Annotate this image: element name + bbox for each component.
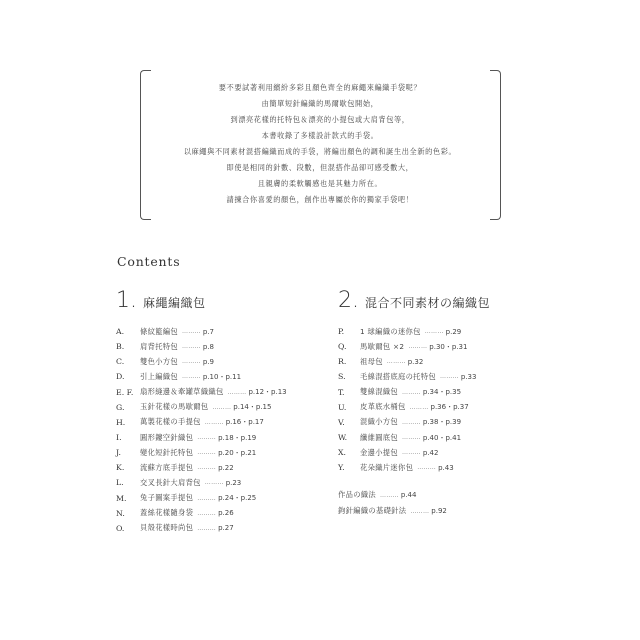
toc-entry-code: R. [338,357,347,367]
toc-entry-code: X. [338,448,347,458]
toc-leader-dots: ……… [439,373,459,381]
toc-entry-code: M. [116,493,127,503]
toc-leader-dots: ……… [212,403,232,411]
toc-entry-title: 變化短針托特包 [140,447,194,457]
intro-line: 以麻繩與不同素材混搭編織而成的手袋，將編出顏色的調和誕生出全新的色彩。 [183,147,457,156]
toc-page-number: p.42 [422,448,439,457]
section-title: 混合不同素材の編織包 [365,296,491,310]
toc-entry[interactable] [116,354,287,369]
extra-toc-list [338,487,447,519]
section-title: 麻繩編織包 [143,296,206,310]
toc-leader-dots: ……… [181,373,201,381]
toc-entry[interactable] [338,415,476,430]
toc-page-number: p.18・p.19 [218,433,257,442]
toc-leader-dots: ……… [401,388,421,396]
toc-entry-code: S. [338,372,346,382]
toc-entry-code: D. [116,372,125,382]
toc-page-number: p.44 [400,491,417,499]
toc-page-number: p.38・p.39 [422,418,462,427]
toc-entry-code: T. [338,387,345,397]
toc-leader-dots: ……… [409,403,429,411]
toc-entry-code: U. [338,402,347,412]
toc-entry-title: 1 球編織の迷你包 [360,326,421,336]
toc-page-number: p.8 [202,342,215,351]
toc-entry-title: 萬製花樣の手提包 [140,417,201,427]
toc-leader-dots: ……… [181,328,201,336]
toc-entry[interactable] [116,521,287,536]
toc-entry-title: 花朵織片迷你包 [360,462,414,472]
toc-entry[interactable] [338,369,476,384]
toc-entry-code: C. [116,357,125,367]
toc-page-number: p.27 [218,524,234,533]
toc-entry[interactable] [116,400,287,415]
section-1 [116,288,287,533]
toc-entry-title: 毛線混搭底庭の托特包 [360,371,436,381]
toc-entry-code: A. [116,327,125,337]
right-bracket-decoration [490,70,501,220]
toc-entry-code: Y. [338,463,345,473]
toc-entry[interactable] [338,385,476,400]
toc-entry[interactable] [116,460,287,475]
toc-leader-dots: ……… [227,388,247,396]
toc-leader-dots: ……… [181,343,201,351]
toc-entry[interactable] [338,324,476,339]
toc-entry-title: 蓋絲花樣隨身袋 [140,508,194,518]
toc-entry-title: 扇形縫邊＆牽罐草織織包 [140,387,224,397]
toc-leader-dots: ……… [401,449,421,457]
toc-page-number: p.16・p.17 [225,418,264,427]
toc-entry-code: N. [116,508,125,518]
intro-line: 且親膚的柔軟觸感也是其魅力所在。 [257,179,383,188]
intro-line: 要不要試著利用繽紛多彩且顏色齊全的麻繩來編織手袋呢？ [218,83,422,92]
toc-leader-dots: ……… [181,358,201,366]
toc-leader-dots: ……… [410,507,430,515]
toc-leader-dots: ……… [197,524,217,532]
toc-entry-title: 流蘇方底手提包 [140,462,194,472]
section-heading [116,288,206,314]
toc-page-number: p.9 [202,357,215,366]
toc-entry[interactable] [116,430,287,445]
toc-entry-code: O. [116,523,125,533]
toc-page-number: p.30・p.31 [429,342,468,351]
toc-entry-code: L. [116,478,124,488]
toc-entry-title: 馬歇爾包 ×2 [360,341,405,351]
toc-entry[interactable] [116,475,287,490]
intro-line: 本書收錄了多樣設計款式的手袋。 [261,131,379,140]
toc-entry[interactable] [338,354,476,369]
toc-entry-title: 引上編織包 [140,371,178,381]
section-2 [338,288,491,473]
toc-list [116,324,287,536]
toc-entry-title: 作品の織法 [338,490,376,499]
toc-entry-title: 玉針花樣の馬歇爾包 [140,402,209,412]
toc-entry-title: 雙色小方包 [140,356,178,366]
toc-entry-title: 金邊小提包 [360,447,398,457]
toc-entry-title: 兔子圖案手提包 [140,493,194,503]
toc-entry[interactable] [338,430,476,445]
toc-page-number: p.43 [438,463,454,472]
toc-entry-title: 交叉長針大肩背包 [140,477,201,487]
toc-entry-code: W. [338,433,348,443]
toc-entry-code: H. [116,417,126,427]
toc-leader-dots: ……… [386,358,406,366]
intro-line: 到漂亮花樣的托特包＆漂亮的小提包或大肩背包等， [230,115,410,124]
toc-leader-dots: ……… [204,479,224,487]
toc-page-number: p.24・p.25 [218,494,257,503]
toc-leader-dots: ……… [379,491,399,499]
toc-entry[interactable] [116,369,287,384]
section-heading [338,288,490,314]
toc-leader-dots: ……… [417,464,437,472]
toc-page-number: p.7 [202,327,215,336]
section-number: 1. [116,288,137,313]
toc-entry[interactable] [116,415,287,430]
toc-page-number: p.36・p.37 [430,403,469,412]
toc-page-number: p.10・p.11 [202,372,242,381]
intro-line: 請揀合你喜愛的顏色，創作出專屬於你的獨家手袋吧！ [226,195,414,204]
toc-entry[interactable] [116,324,287,339]
toc-page-number: p.12・p.13 [248,388,287,397]
toc-entry[interactable] [116,385,287,400]
toc-page-number: p.26 [218,509,234,518]
toc-page-number: p.33 [460,372,477,381]
toc-leader-dots: ……… [424,328,444,336]
toc-entry[interactable] [116,506,287,521]
toc-page-number: p.20・p.21 [218,448,257,457]
toc-page-number: p.32 [407,357,424,366]
toc-entry[interactable] [338,339,476,354]
toc-page-number: p.23 [225,478,242,487]
toc-leader-dots: ……… [197,464,217,472]
toc-entry-title: 圓形鏤空針織包 [140,432,194,442]
intro-text [150,80,490,208]
toc-page-number: p.40・p.41 [422,433,462,442]
toc-entry[interactable] [338,445,476,460]
toc-page-number: p.34・p.35 [422,388,462,397]
contents-heading: Contents [117,254,181,269]
toc-entry-code: I. [116,433,122,443]
toc-list [338,324,476,475]
intro-line: 由簡單短針編織的馬爾歇包開始， [261,99,379,108]
toc-entry-code: B. [116,342,125,352]
toc-entry-title: 條紋籃編包 [140,326,178,336]
toc-page-number: p.14・p.15 [233,403,272,412]
toc-entry[interactable] [338,460,476,475]
toc-page-number: p.29 [445,327,462,336]
toc-entry-title: 雙線混織包 [360,387,398,397]
toc-leader-dots: ……… [197,509,217,517]
toc-entry-code: G. [116,402,125,412]
toc-entry[interactable] [338,503,447,519]
toc-entry[interactable] [116,339,287,354]
toc-entry-title: 鉤針編織の基礎針法 [338,506,407,515]
toc-entry[interactable] [116,491,287,506]
toc-leader-dots: ……… [408,343,428,351]
toc-entry-code: J. [116,448,121,458]
toc-leader-dots: ……… [197,434,217,442]
toc-leader-dots: ……… [401,418,421,426]
toc-entry-title: 貝殼花樣時尚包 [140,523,194,533]
toc-entry-code: Q. [338,342,347,352]
toc-leader-dots: ……… [401,434,421,442]
toc-entry-title: 祖母包 [360,356,383,366]
toc-entry-code: K. [116,463,125,473]
toc-page-number: p.22 [218,463,234,472]
intro-line: 即使是相同的針數、段數，但混搭作品卻可感受數大， [226,163,414,172]
toc-leader-dots: ……… [197,449,217,457]
toc-entry-title: 肩背托特包 [140,341,178,351]
toc-entry[interactable] [338,487,447,503]
toc-entry-code: P. [338,327,345,337]
toc-entry-title: 皮革底水桶包 [360,402,406,412]
toc-leader-dots: ……… [197,494,217,502]
toc-entry-code: V. [338,417,345,427]
toc-entry[interactable] [338,400,476,415]
toc-leader-dots: ……… [204,418,224,426]
toc-entry-code: E. F. [116,387,134,397]
section-number: 2. [338,288,359,313]
toc-entry-title: 纖維圓底包 [360,432,398,442]
toc-entry-title: 混織小方包 [360,417,398,427]
toc-page-number: p.92 [431,507,447,515]
toc-entry[interactable] [116,445,287,460]
